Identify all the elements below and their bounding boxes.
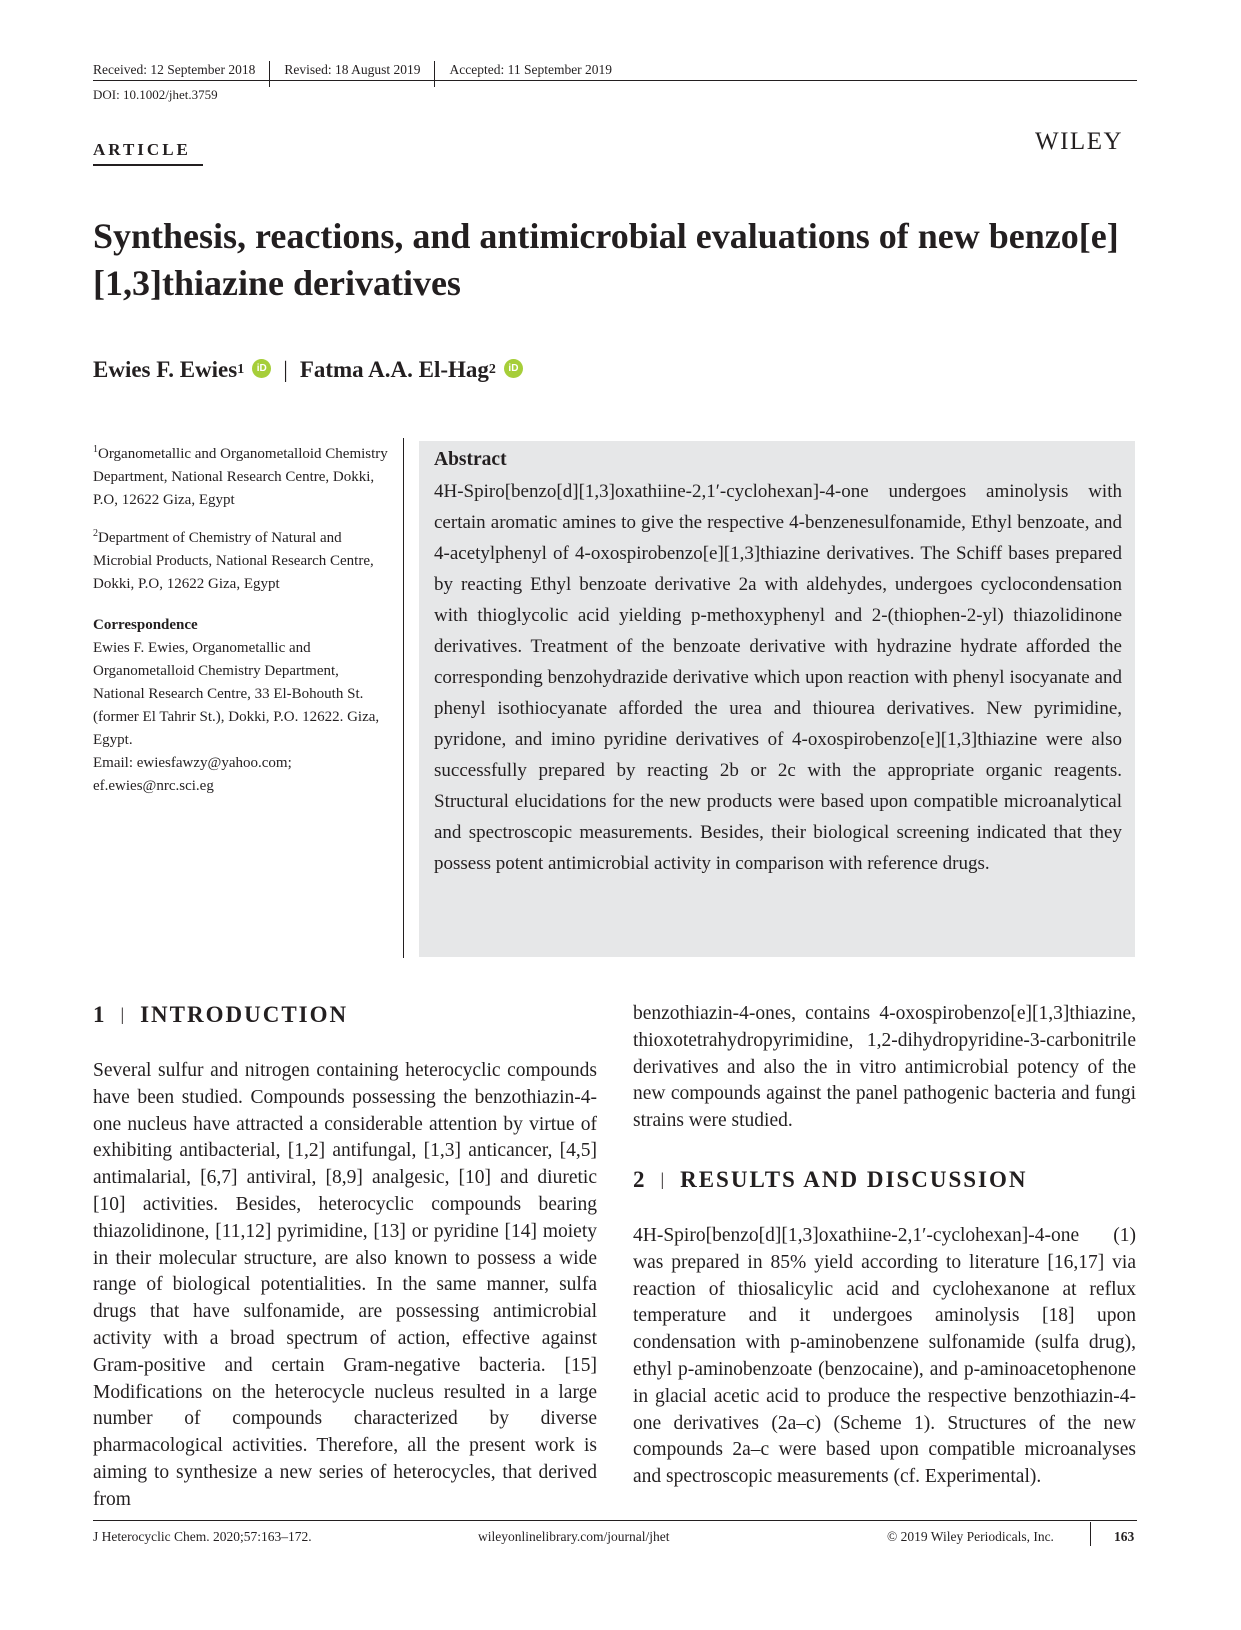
introduction-text: Several sulfur and nitrogen containing heterocyclic compounds have been studied. Compounds possessing the benzothiazin-4-one nucleus have attracted a considerable attention by virtue of exhibiting antibacterial, [1,2] antifungal, [1,3] anticancer, [4,5] antimalarial, [6,7] antiviral, [8,9] analgesic, [10] and diuretic [10] activities. Besides, heterocyclic compounds bearing thiazolidinone, [11,12] pyrimidine, [13] or pyridine [14] moiety in their molecular structure, are also known to possess a wide range of biological potentialities. In the same manner, sulfa drugs that have sulfonamide, are possessing antimicrobial activity with a broad spectrum of action, effective against Gram-positive and certain Gram-negative bacteria. [15] Modifications on the heterocycle nucleus resulted in a large number of compounds characterized by diverse pharmacological activities. Therefore, all the present work is aiming to synthesize a new series of heterocycles, that derived from bbox=[93, 1060, 597, 1510]
correspondence-email[interactable]: Email: ewiesfawzy@yahoo.com; bbox=[93, 755, 292, 771]
section-bar: | bbox=[660, 1169, 665, 1189]
article-type-label: ARTICLE bbox=[93, 140, 191, 159]
author-affil-mark: 1 bbox=[237, 362, 245, 377]
section-bar: | bbox=[120, 1004, 125, 1024]
abstract-text: 4H-Spiro[benzo[d][1,3]oxathiine-2,1′-cyclohexan]-4-one undergoes aminolysis with certain aromatic amines to give the respective 4-benzenesulfonamide, Ethyl benzoate, and 4-acetylphenyl of 4-oxospirobenzo[e][1,3]thiazine derivatives. The Schiff bases prepared by reacting Ethyl benzoate derivative 2a with aldehydes, undergoes cyclocondensation with thioglycolic acid yielding p-methoxyphenyl and 2-(thiophen-2-yl) thiazolidinone derivatives. Treatment of the benzoate derivative with hydrazine hydrate afforded the corresponding benzohydrazide derivative which upon reaction with phenyl isocyanate and phenyl isothiocyanate afforded the urea and thiourea derivatives. New pyrimidine, pyridone, and imino pyridine derivatives of 4-oxospirobenzo[e][1,3]thiazine were also successfully prepared by reacting 2b or 2c with the appropriate organic reagents. Structural elucidations for the new products were based upon compatible microanalytical and spectroscopic measurements. Besides, their biological screening indicated that they possess potent antimicrobial activity in comparison with reference drugs. bbox=[434, 481, 1122, 874]
results-text: 4H-Spiro[benzo[d][1,3]oxathiine-2,1′-cyclohexan]-4-one (1) was prepared in 85% yield according to literature [16,17] via reaction of thiosalicylic acid and cyclohexanone at reflux temperature and it undergoes aminolysis [18] upon condensation with p-aminobenzene sulfonamide (sulfa drug), ethyl p-aminobenzoate (benzocaine), and p-aminoacetophenone in glacial acetic acid to produce the respective benzothiazin-4-one derivatives (2a–c) (Scheme 1). Structures of the new compounds 2a–c were based upon compatible microanalyses and spectroscopic measurements (cf. Experimental). bbox=[633, 1225, 1136, 1488]
copyright: © 2019 Wiley Periodicals, Inc. bbox=[887, 1529, 1054, 1544]
author-separator: | bbox=[283, 357, 288, 382]
section-title: INTRODUCTION bbox=[140, 1002, 349, 1027]
paper-title: Synthesis, reactions, and antimicrobial evaluations of new benzo[e][1,3]thiazine derivatives bbox=[93, 216, 1119, 303]
author-name: Fatma A.A. El-Hag bbox=[299, 357, 489, 382]
revised-date: Revised: 18 August 2019 bbox=[284, 62, 421, 77]
author-affil-mark: 2 bbox=[488, 362, 496, 377]
author-name: Ewies F. Ewies bbox=[93, 357, 238, 382]
correspondence-text: Ewies F. Ewies, Organometallic and Organometalloid Chemistry Department, National Research Centre, 33 El-Bohouth St. (former El Tahrir St.), Dokki, P.O. 12622. Giza, Egypt. bbox=[93, 640, 380, 748]
affil-number: 2 bbox=[93, 528, 98, 539]
footer-divider bbox=[1090, 1522, 1091, 1546]
affil-number: 1 bbox=[93, 444, 98, 455]
header-rule bbox=[93, 80, 1137, 81]
journal-url[interactable]: wileyonlinelibrary.com/journal/jhet bbox=[478, 1529, 670, 1544]
page-number: 163 bbox=[1114, 1529, 1135, 1544]
footer-rule bbox=[93, 1520, 1137, 1521]
author-list bbox=[93, 357, 531, 383]
column-divider bbox=[403, 438, 404, 958]
journal-citation: J Heterocyclic Chem. 2020;57:163–172. bbox=[93, 1529, 312, 1544]
history-divider bbox=[269, 61, 270, 87]
affil-text: Organometallic and Organometalloid Chemistry Department, National Research Centre, Dokki, P.O, 12622 Giza, Egypt bbox=[93, 446, 388, 508]
introduction-text-continued: benzothiazin-4-ones, contains 4-oxospirobenzo[e][1,3]thiazine, thioxotetrahydropyrimidine, 1,2-dihydropyridine-3-carbonitrile derivatives and also the in vitro antimicrobial potency of the new compounds against the panel pathogenic bacteria and fungi strains were studied. bbox=[633, 1003, 1136, 1132]
article-label-underline bbox=[93, 164, 203, 166]
abstract-heading: Abstract bbox=[434, 449, 507, 470]
section-heading-results bbox=[633, 1167, 1028, 1193]
affiliation-1 bbox=[93, 438, 393, 512]
section-heading-introduction bbox=[93, 1002, 348, 1028]
accepted-date: Accepted: 11 September 2019 bbox=[449, 62, 613, 77]
affil-text: Department of Chemistry of Natural and Microbial Products, National Research Centre, Dokki, P.O, 12622 Giza, Egypt bbox=[93, 530, 374, 592]
orcid-icon[interactable]: iD bbox=[504, 359, 523, 378]
section-number: 2 bbox=[633, 1167, 645, 1192]
publisher-logo: WILEY bbox=[1035, 128, 1124, 155]
section-number: 1 bbox=[93, 1002, 105, 1027]
correspondence-email[interactable]: ef.ewies@nrc.sci.eg bbox=[93, 778, 214, 794]
affiliations-column bbox=[93, 438, 393, 798]
history-divider bbox=[434, 61, 435, 87]
orcid-icon[interactable]: iD bbox=[252, 359, 271, 378]
correspondence-heading: Correspondence bbox=[93, 617, 198, 633]
section-title: RESULTS AND DISCUSSION bbox=[680, 1167, 1028, 1192]
affiliation-2 bbox=[93, 522, 393, 596]
doi[interactable]: DOI: 10.1002/jhet.3759 bbox=[93, 87, 218, 102]
received-date: Received: 12 September 2018 bbox=[93, 62, 256, 77]
